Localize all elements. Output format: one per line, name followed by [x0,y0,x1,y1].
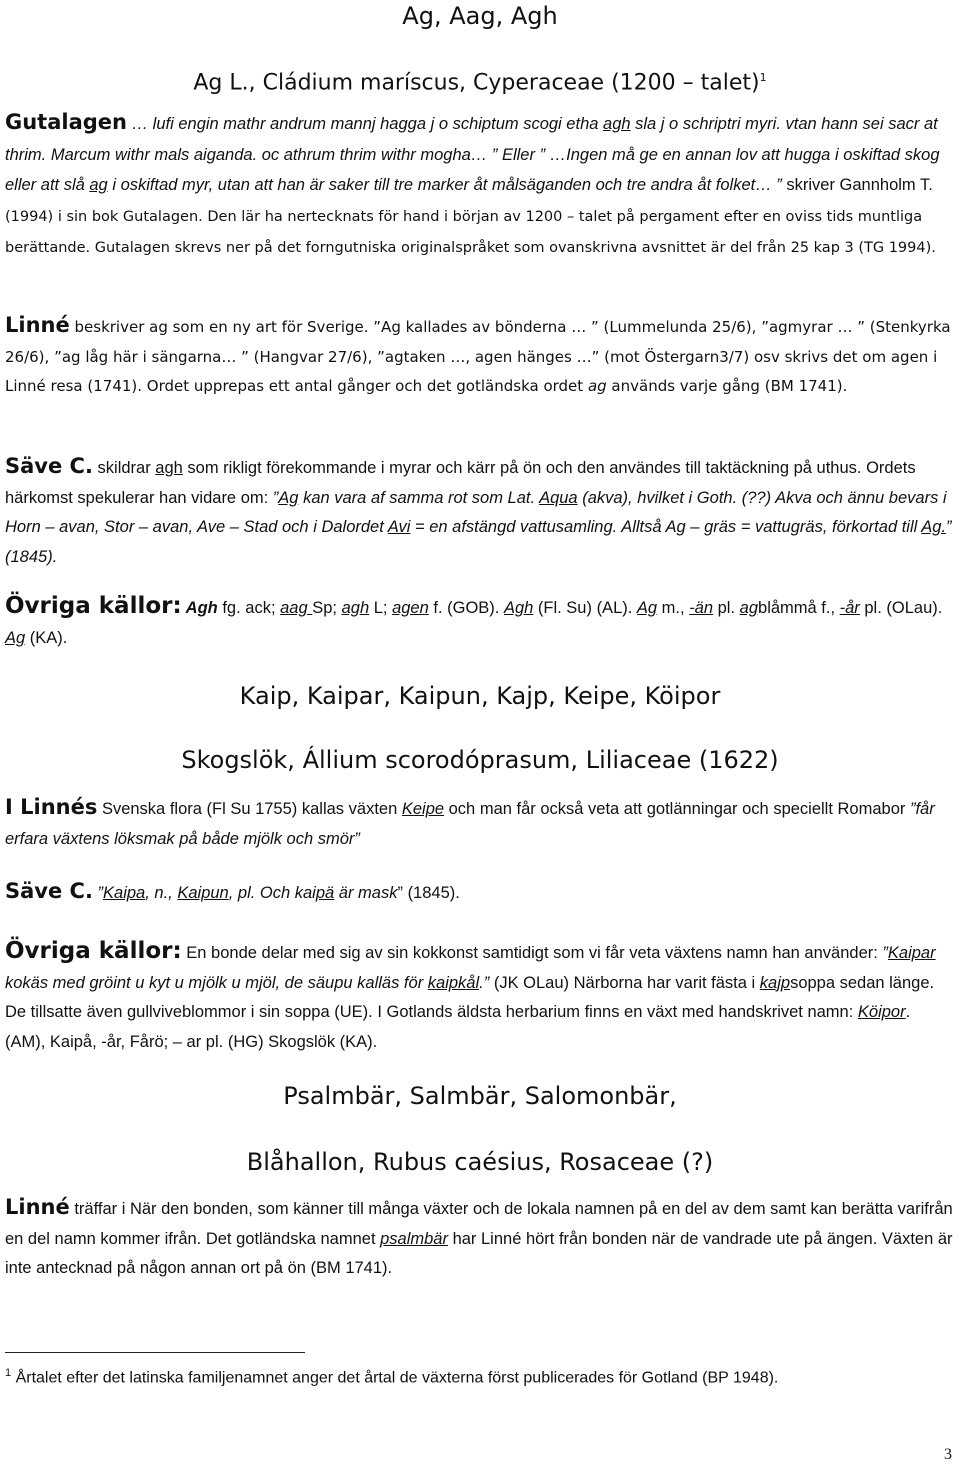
paragraph-save-ag: Säve C. skildrar agh som rikligt förekommande i myrar och kärr på ön och den användes till taktäckning på uthus. Ordets härkomst spekulerar han vidare om: ”Ag kan vara af samma rot som Lat. Aqua (akva), hvilket i Goth. (??) Akva och ännu bevars i Horn – avan, Stor – avan, Ave – Stad och i Dalordet Avi = en afstängd vattusamling. Alltså Ag – gräs = vattugräs, förkortad till Ag.” (1845). [5,454,952,566]
paragraph-linnes-kaip: I Linnés Svenska flora (Fl Su 1755) kallas växten Keipe och man får också veta att gotlänningar och speciellt Romabor ”får erfara växtens löksmak på både mjölk och smör” [5,795,935,848]
paragraph-save-kaip: Säve C. ”Kaipa, n., Kaipun, pl. Och kaipä är mask” (1845). [5,879,460,903]
section-subtitle-kaip: Skogslök, Állium scorodóprasum, Liliaceae (1622) [181,746,779,774]
lead-linne-psalmbar: Linné [5,1195,70,1219]
lead-linne: Linné [5,313,70,337]
section-subtitle-ag [0,62,960,99]
paragraph-ovriga-ag: Övriga källor: Agh fg. ack; aag Sp; agh L; agen f. (GOB). Agh (Fl. Su) (AL). Ag m., -än pl. agblåmmå f., -år pl. (OLau). Ag (KA). [5,593,943,647]
section-title-psalmbar: Psalmbär, Salmbär, Salomonbär, [283,1082,677,1110]
footnote-mark: 1 [5,1367,12,1379]
lead-save-kaip: Säve C. [5,879,93,903]
section-title-kaip: Kaip, Kaipar, Kaipun, Kajp, Keipe, Köipor [239,682,721,710]
footnote-text: Årtalet efter det latinska familjenamnet anger det årtal de växterna först publicerades för Gotland (BP 1948). [11,1369,779,1387]
section-subtitle-blahallon: Blåhallon, Rubus caésius, Rosaceae (?) [246,1148,714,1176]
footnote-ref[interactable]: 1 [759,71,767,84]
lead-ovriga-kaip: Övriga källor: [5,938,182,964]
paragraph-linne-ag: Linné beskriver ag som en ny art för Sverige. ”Ag kallades av bönderna … ” (Lummelunda 25/6), ”agmyrar … ” (Stenkyrka 26/6), ”ag låg här i sängarna… ” (Hangvar 27/6), ”agtaken …, agen hänges …” (mot Östergarn3/7) osv skrivs det om agen i Linné resa (1741). Ordet upprepas ett antal gånger och det gotländska ordet ag används varje gång (BM 1741). [5,313,951,395]
lead-i-linnes: I Linnés [5,795,98,819]
paragraph-gutalagen [5,108,953,264]
quote-text: … lufi engin mathr andrum mannj hagga j o schiptum scogi etha agh sla j o schriptri myri. vtan hann sei sacr at thrim. Marcum withr mals aiganda. oc athrum thrim withr mogha… ” Eller ” …Ingen må ge en annan lov att hugga i oskiftad skog eller att slå ag i oskiftad myr, utan att han är saker till tre marker åt målsäganden och tre andra åt folket… ” [5,115,940,194]
lead-save: Säve C. [5,454,93,478]
subtitle-text: Ag L., Cládium maríscus, Cyperaceae (1200 – talet) [193,70,760,96]
footnote-divider [5,1352,305,1353]
lead-gutalagen: Gutalagen [5,110,127,134]
section-title-ag: Ag, Aag, Agh [402,2,558,30]
body-text-rest: (1994) i sin bok Gutalagen. Den lär ha nertecknats för hand i början av 1200 – talet på pergament efter en oviss tids muntliga berättande. Gutalagen skrevs ner på det forngutniska originalspråket som ovanskrivna avsnittet är del från 25 kap 3 (TG 1994). [5,208,936,256]
body-text: skriver Gannholm T. [781,176,933,194]
lead-ovriga: Övriga källor: [5,593,182,619]
footnote [5,1362,953,1389]
page-number: 3 [944,1446,952,1463]
paragraph-ovriga-kaip: Övriga källor: En bonde delar med sig av sin kokkonst samtidigt som vi får veta växtens namn han använder: ”Kaipar kokäs med gröint u kyt u mjölk u mjöl, de säupu kalläs för kaipkål.” (JK OLau) Närborna har varit fästa i kajpsoppa sedan länge. De tillsatte även gullviveblommor i sin soppa (UE). I Gotlands äldsta herbarium finns en växt med handskrivet namn: Köipor. (AM), Kaipå, -år, Fårö; – ar pl. (HG) Skogslök (KA). [5,938,936,1051]
paragraph-linne-psalmbar: Linné träffar i När den bonden, som känner till många växter och de lokala namnen på en del av dem samt kan berätta varifrån en del namn kommer ifrån. Det gotländska namnet psalmbär har Linné hört från bonden när de vandrade ute på ängen. Växten är inte antecknad på någon annan ort på ön (BM 1741). [5,1195,953,1277]
